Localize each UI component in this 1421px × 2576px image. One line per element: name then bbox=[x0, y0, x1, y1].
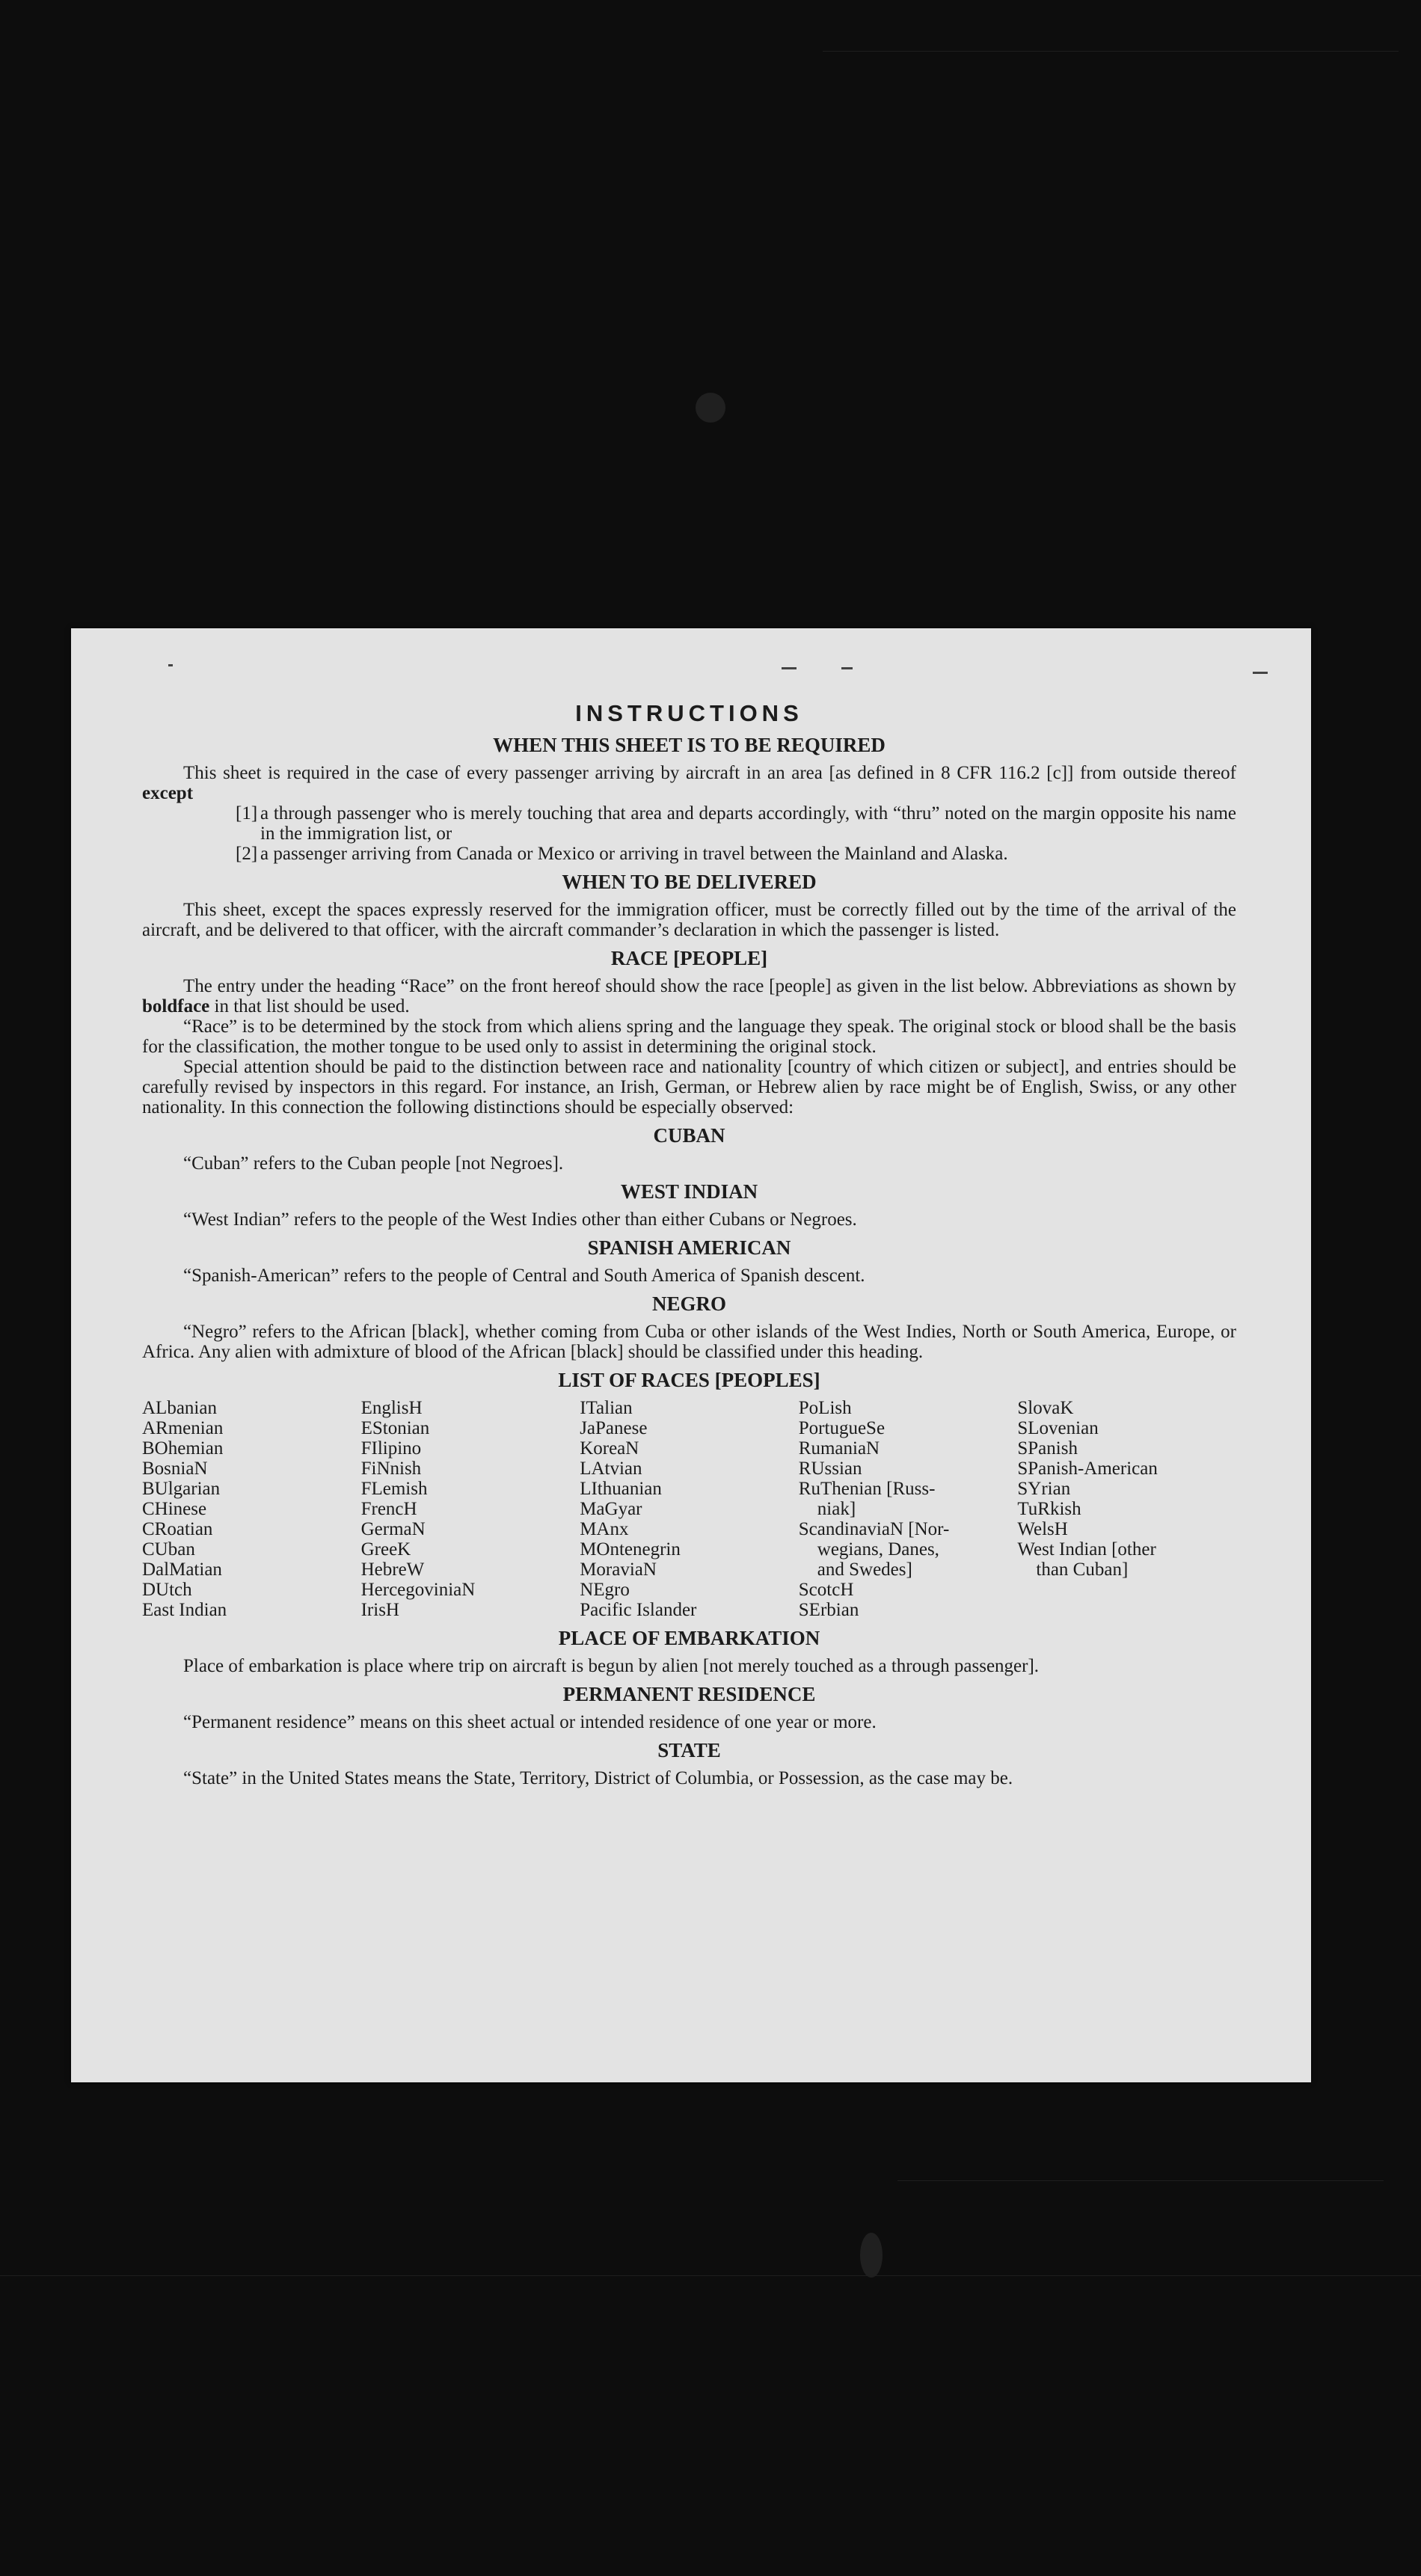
section-heading: WHEN TO BE DELIVERED bbox=[562, 871, 817, 893]
instruction-sheet bbox=[71, 628, 1311, 2082]
section-state bbox=[142, 1738, 1236, 1788]
race-entry: JaPanese bbox=[580, 1418, 648, 1438]
scan-mark bbox=[782, 667, 797, 669]
race-entry: FrencH bbox=[360, 1499, 417, 1519]
race-entry: wegians, Danes, bbox=[798, 1539, 939, 1560]
scan-line bbox=[0, 2275, 1421, 2276]
race-entry: WelsH bbox=[1017, 1519, 1068, 1539]
race-entry: DalMatian bbox=[142, 1560, 222, 1580]
section-paragraph: “Spanish-American” refers to the people of Central and South America of Spanish descent. bbox=[183, 1266, 865, 1286]
section-paragraph: “Cuban” refers to the Cuban people [not Negroes]. bbox=[183, 1153, 564, 1174]
race-entry: RumaniaN bbox=[798, 1438, 880, 1459]
section-delivered bbox=[142, 870, 1236, 940]
section-paragraph: Place of embarkation is place where trip on aircraft is begun by alien [not merely touched as a through passenger]. bbox=[183, 1656, 1040, 1676]
race-entry: ARmenian bbox=[142, 1418, 224, 1438]
race-entry: RuThenian [Russ- bbox=[798, 1479, 936, 1499]
race-entry: SPanish-American bbox=[1017, 1459, 1158, 1479]
section-heading: NEGRO bbox=[651, 1292, 726, 1315]
race-entry: than Cuban] bbox=[1017, 1560, 1129, 1580]
race-entry: SYrian bbox=[1017, 1479, 1071, 1499]
section-paragraph: Special attention should be paid to the distinction between race and nationality [country of which citizen or subject], and entries should be carefully revised by inspectors in this regard. For instance, an Irish, German, or Hebrew alien by race might be of English, Swiss, or any other nationality. In this connection the following distinctions should be especially observed: bbox=[142, 1057, 1236, 1117]
races-column bbox=[580, 1398, 799, 1620]
race-entry: CHinese bbox=[142, 1499, 207, 1519]
section-spanish-american bbox=[142, 1236, 1236, 1286]
section-residence bbox=[142, 1682, 1236, 1732]
section-paragraph: The entry under the heading “Race” on the front hereof should show the race [people] as given in the list below. Abbreviations as shown by boldface in that list should be used. bbox=[142, 976, 1236, 1016]
section-heading: PLACE OF EMBARKATION bbox=[558, 1627, 820, 1649]
section-paragraph: “Race” is to be determined by the stock from which aliens spring and the language they speak. The original stock or blood shall be the basis for the classification, the mother tongue to be used only to assist in determining the original stock. bbox=[142, 1016, 1236, 1057]
section-paragraph: This sheet, except the spaces expressly reserved for the immigration officer, must be correctly filled out by the time of the arrival of the aircraft, and be delivered to that officer, with the aircraft commander’s declaration in which the passenger is listed. bbox=[142, 900, 1236, 940]
race-entry: BUlgarian bbox=[142, 1479, 221, 1499]
section-heading: STATE bbox=[657, 1739, 721, 1761]
race-entry: ScotcH bbox=[798, 1580, 854, 1600]
race-entry: RUssian bbox=[798, 1459, 862, 1479]
race-entry: SErbian bbox=[798, 1600, 859, 1620]
races-column bbox=[799, 1398, 1018, 1620]
race-entry: CRoatian bbox=[142, 1519, 213, 1539]
section-race bbox=[142, 946, 1236, 1117]
item-text: a passenger arriving from Canada or Mexico or arriving in travel between the Mainland and Alaska. bbox=[260, 844, 1008, 864]
section-embarkation bbox=[142, 1626, 1236, 1676]
races-column bbox=[1017, 1398, 1236, 1620]
race-entry: CUban bbox=[142, 1539, 195, 1560]
race-entry: and Swedes] bbox=[798, 1560, 912, 1580]
item-number: [2] bbox=[236, 844, 258, 864]
race-entry: FLemish bbox=[360, 1479, 428, 1499]
race-entry: GermaN bbox=[360, 1519, 426, 1539]
race-entry: SPanish bbox=[1017, 1438, 1078, 1459]
section-paragraph: “Permanent residence” means on this sheet actual or intended residence of one year or more. bbox=[183, 1712, 877, 1732]
race-entry: EStonian bbox=[360, 1418, 430, 1438]
list-item bbox=[236, 844, 1236, 864]
race-entry: TuRkish bbox=[1017, 1499, 1081, 1519]
race-entry: NEgro bbox=[580, 1580, 630, 1600]
section-heading: RACE [PEOPLE] bbox=[610, 947, 768, 969]
race-entry: EnglisH bbox=[360, 1398, 423, 1418]
section-paragraph: “State” in the United States means the State, Territory, District of Columbia, or Possession, as the case may be. bbox=[183, 1768, 1013, 1788]
section-paragraph: This sheet is required in the case of every passenger arriving by aircraft in an area [as defined in 8 CFR 116.2 [c]] from outside thereof except bbox=[142, 763, 1236, 803]
race-entry: West Indian [other bbox=[1017, 1539, 1156, 1560]
race-entry: PoLish bbox=[798, 1398, 852, 1418]
race-entry: GreeK bbox=[360, 1539, 411, 1560]
race-entry: BosniaN bbox=[142, 1459, 208, 1479]
race-entry: KoreaN bbox=[580, 1438, 639, 1459]
section-heading: CUBAN bbox=[653, 1124, 725, 1147]
section-paragraph: “Negro” refers to the African [black], whether coming from Cuba or other islands of the West Indies, North or South America, Europe, or Africa. Any alien with admixture of blood of the African [black] should be classified under this heading. bbox=[142, 1322, 1236, 1362]
scan-speck bbox=[860, 2233, 883, 2278]
race-entry: ScandinaviaN [Nor- bbox=[798, 1519, 950, 1539]
race-entry: ITalian bbox=[580, 1398, 633, 1418]
section-heading: PERMANENT RESIDENCE bbox=[562, 1683, 816, 1705]
race-entry: HercegoviniaN bbox=[360, 1580, 476, 1600]
item-number: [1] bbox=[236, 803, 258, 824]
race-entry: MaGyar bbox=[580, 1499, 642, 1519]
section-required bbox=[142, 733, 1236, 864]
race-entry: ALbanian bbox=[142, 1398, 217, 1418]
scan-mark bbox=[1253, 672, 1268, 674]
race-entry: Pacific Islander bbox=[580, 1600, 697, 1620]
section-paragraph: “West Indian” refers to the people of the West Indies other than either Cubans or Negroes. bbox=[183, 1209, 857, 1230]
scan-line bbox=[897, 2180, 1384, 2181]
race-entry: MAnx bbox=[580, 1519, 629, 1539]
section-cuban bbox=[142, 1123, 1236, 1174]
scan-speck bbox=[696, 393, 725, 423]
race-entry: BOhemian bbox=[142, 1438, 224, 1459]
race-entry: East Indian bbox=[142, 1600, 227, 1620]
item-text: a through passenger who is merely touching that area and departs accordingly, with “thru” noted on the margin opposite his name in the immigration list, or bbox=[260, 803, 1236, 844]
section-races-list bbox=[142, 1368, 1236, 1620]
scan-mark bbox=[168, 664, 173, 666]
races-column bbox=[142, 1398, 361, 1620]
race-entry: MoraviaN bbox=[580, 1560, 657, 1580]
races-column bbox=[361, 1398, 580, 1620]
race-entry: LAtvian bbox=[580, 1459, 642, 1479]
race-entry: FiNnish bbox=[360, 1459, 422, 1479]
exception-list bbox=[142, 803, 1236, 864]
section-heading: SPANISH AMERICAN bbox=[587, 1236, 791, 1259]
races-table bbox=[142, 1398, 1236, 1620]
scan-line bbox=[823, 51, 1399, 52]
scan-mark bbox=[841, 667, 853, 669]
race-entry: SlovaK bbox=[1017, 1398, 1074, 1418]
race-entry: PortugueSe bbox=[798, 1418, 886, 1438]
section-heading: WHEN THIS SHEET IS TO BE REQUIRED bbox=[493, 734, 886, 756]
race-entry: LIthuanian bbox=[580, 1479, 662, 1499]
page-title: INSTRUCTIONS bbox=[575, 700, 803, 726]
race-entry: SLovenian bbox=[1017, 1418, 1099, 1438]
race-entry: HebreW bbox=[360, 1560, 425, 1580]
race-entry: MOntenegrin bbox=[580, 1539, 681, 1560]
section-heading: LIST OF RACES [PEOPLES] bbox=[558, 1369, 820, 1391]
race-entry: IrisH bbox=[360, 1600, 399, 1620]
race-entry: DUtch bbox=[142, 1580, 192, 1600]
race-entry: FIlipino bbox=[360, 1438, 422, 1459]
section-negro bbox=[142, 1292, 1236, 1362]
race-entry: niak] bbox=[798, 1499, 856, 1519]
list-item bbox=[236, 803, 1236, 844]
section-heading: WEST INDIAN bbox=[620, 1180, 758, 1203]
section-west-indian bbox=[142, 1180, 1236, 1230]
